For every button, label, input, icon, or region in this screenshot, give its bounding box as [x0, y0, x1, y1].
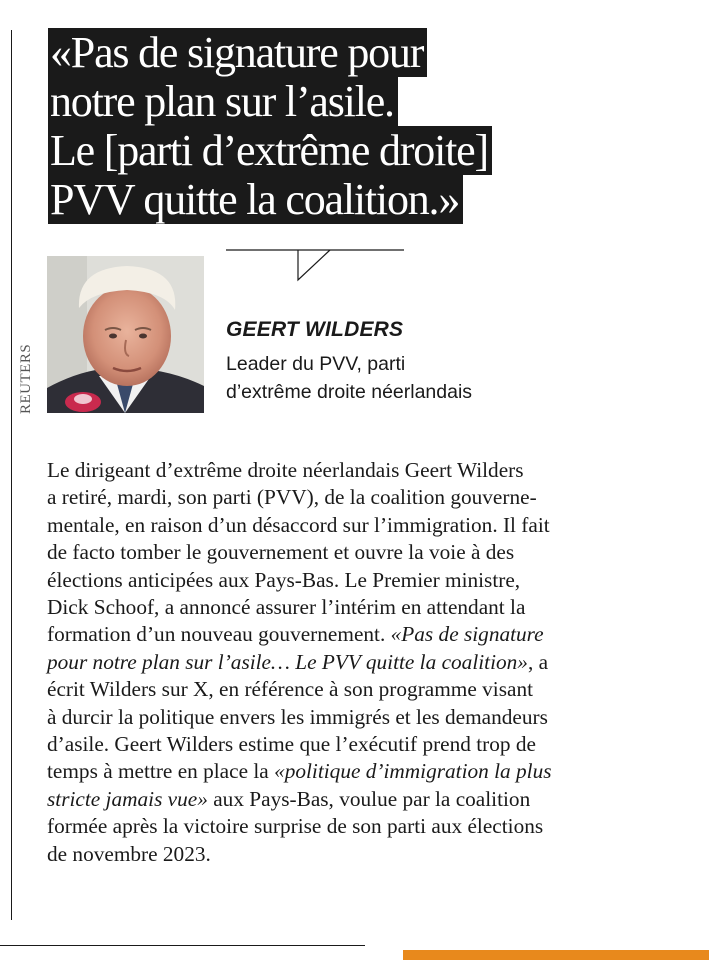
body-line: de facto tomber le gouvernement et ouvre la voie à des [47, 540, 515, 565]
person-name: GEERT WILDERS [226, 318, 404, 341]
body-line: à durcir la politique envers les immigrés et les demandeurs [47, 704, 548, 729]
body-quote-segment: pour notre plan sur l’asile… Le PVV quitte la coalition» [47, 649, 528, 674]
body-line [47, 758, 697, 785]
photo-credit: REUTERS [18, 343, 34, 414]
article-body [47, 457, 697, 868]
body-text-segment: formation d’un nouveau gouvernement. [47, 622, 391, 647]
body-line: élections anticipées aux Pays-Bas. Le Premier ministre, [47, 567, 521, 592]
body-line: écrit Wilders sur X, en référence à son programme visant [47, 677, 534, 702]
body-text-segment: temps à mettre en place la [47, 759, 275, 784]
body-line [47, 649, 697, 676]
body-line [47, 786, 697, 813]
pull-quote [48, 28, 668, 224]
body-quote-segment: stricte jamais vue» [47, 786, 208, 811]
person-role-line: Leader du PVV, parti [226, 353, 406, 375]
body-line: a retiré, mardi, son parti (PVV), de la coalition gouverne- [47, 485, 537, 510]
bottom-rule [0, 945, 365, 946]
quote-line-4: PVV quitte la coalition.» [48, 175, 668, 224]
person-role-line: d’extrême droite néerlandais [226, 381, 473, 403]
body-quote-segment: «politique d’immigration la plus [274, 759, 552, 784]
quote-line-1: «Pas de signature pour [48, 28, 668, 77]
portrait-photo [47, 256, 204, 413]
body-line: Le dirigeant d’extrême droite néerlandais Geert Wilders [47, 458, 524, 482]
body-line: mentale, en raison d’un désaccord sur l’immigration. Il fait [47, 512, 550, 537]
body-line [47, 621, 697, 648]
body-line: de novembre 2023. [47, 841, 211, 866]
body-text-segment: , a [527, 649, 549, 674]
quote-line-3: Le [parti d’extrême droite] [48, 126, 668, 175]
body-line: formée après la victoire surprise de son parti aux élections [47, 814, 544, 839]
accent-bar [403, 950, 709, 960]
quote-line-2: notre plan sur l’asile. [48, 77, 668, 126]
body-quote-segment: «Pas de signature [390, 622, 544, 647]
person-role [226, 350, 586, 406]
body-line: Dick Schoof, a annoncé assurer l’intérim en attendant la [47, 595, 526, 620]
left-column-rule [11, 30, 12, 920]
body-text-segment: aux Pays-Bas, voulue par la coalition [207, 786, 531, 811]
body-line: d’asile. Geert Wilders estime que l’exécutif prend trop de [47, 732, 536, 757]
speech-bubble-pointer-icon [226, 246, 406, 282]
